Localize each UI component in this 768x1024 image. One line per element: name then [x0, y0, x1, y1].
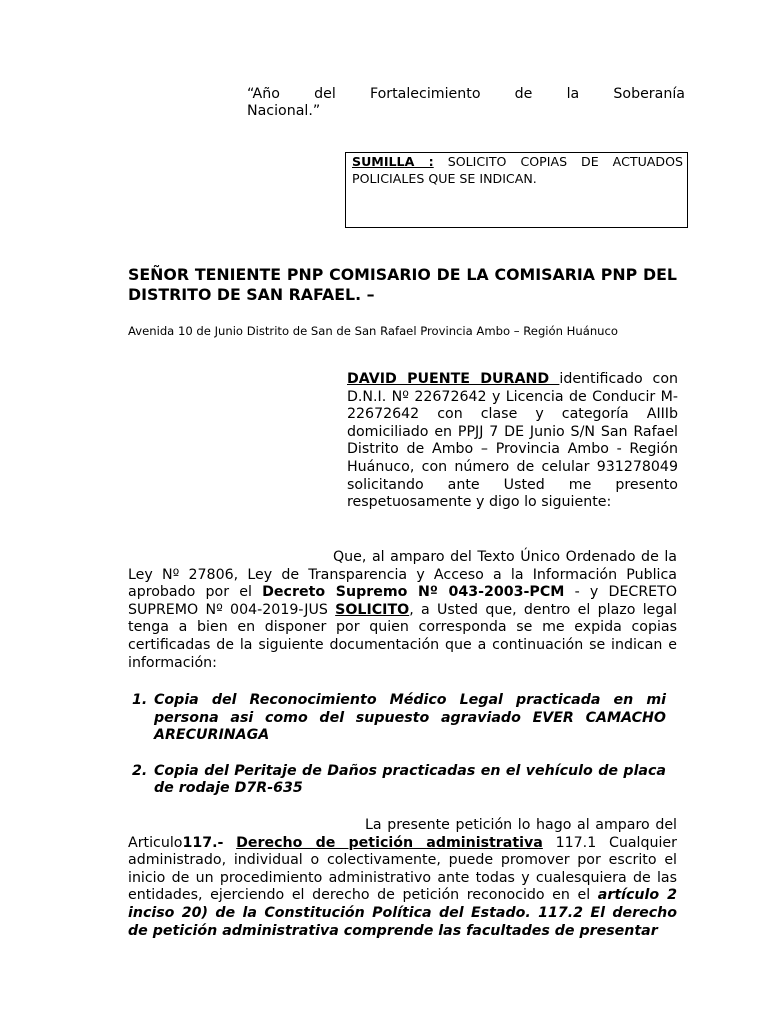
solicito-keyword: SOLICITO	[335, 601, 410, 618]
sumilla-text: SOLICITO COPIAS DE ACTUADOS POLICIALES QUE SE INDICAN.	[352, 154, 684, 186]
applicant-name: DAVID PUENTE DURAND	[347, 371, 560, 387]
request-text-1: Que, al amparo del Texto Único Ordenado de la Ley Nº 27806, Ley de Transparencia y Acceso a la Información Publica aprobado por el	[128, 549, 677, 601]
year-motto-word: “Año	[247, 86, 280, 102]
request-text-2: - y DECRETO SUPREMO Nº 004-2019-JUS	[128, 584, 677, 618]
intro-text: identificado con D.N.I. Nº 22672642 y Licencia de Conducir M-22672642 con clase y categoría AIIIb domiciliado en PPJJ 7 DE Junio S/N San Rafael Distrito de Ambo – Provincia Ambo - Región Huánuco, con número de celular 931278049 solicitando ante Usted me presento respetuosamente y digo lo siguiente:	[347, 371, 678, 511]
year-motto-word: Fortalecimiento	[369, 86, 481, 102]
year-motto-word: del	[314, 86, 336, 102]
list-item-number: 1.	[132, 692, 148, 708]
list-item-number: 2.	[132, 762, 148, 779]
intro-paragraph	[347, 371, 678, 512]
year-motto-word: de	[514, 86, 533, 102]
legal-text-1: La presente petición lo hago al amparo del Articulo	[128, 817, 677, 851]
list-item-text: Copia del Reconocimiento Médico Legal practicada en mi persona asi como del supuesto agraviado EVER CAMACHO ARECURINAGA	[154, 692, 666, 744]
address-line: Avenida 10 de Junio Distrito de San de San Rafael Provincia Ambo – Región Huánuco	[128, 324, 618, 338]
year-motto-word: Soberanía	[613, 86, 685, 102]
article-number: 117.-	[182, 834, 224, 851]
list-item	[128, 763, 666, 798]
list-item-text: Copia del Peritaje de Daños practicadas en el vehículo de placa de rodaje D7R-635	[154, 762, 666, 797]
sumilla-box	[345, 152, 688, 228]
sumilla-label: SUMILLA :	[352, 154, 434, 169]
legal-basis-paragraph	[128, 817, 677, 940]
request-text-3: , a Usted que, dentro el plazo legal tenga a bien en disponer por quien corresponda se me expida copias certificadas de la siguiente documentación que a continuación se indican e información:	[128, 601, 678, 671]
legal-text-2: 117.1 Cualquier administrado, individual o colectivamente, puede promover por escrito el inicio de un procedimiento administrativo ante todas y cualesquiera de las entidades, ejerciendo el derecho de petición reconocido en el	[128, 834, 677, 904]
documents-list	[128, 692, 666, 798]
year-motto-word: la	[566, 86, 580, 102]
constitution-reference: artículo 2 inciso 20) de la Constitución Política del Estado. 117.2 El derecho de petición administrativa comprende las facultades de presentar	[128, 887, 678, 939]
decree-reference: Decreto Supremo Nº 043-2003-PCM	[262, 584, 565, 601]
year-motto-line2: Nacional.”	[247, 103, 321, 119]
spacer-text	[223, 835, 236, 851]
year-motto-line1	[247, 86, 685, 104]
article-title: Derecho de petición administrativa	[236, 834, 543, 851]
request-paragraph	[128, 549, 677, 672]
addressee-heading: SEÑOR TENIENTE PNP COMISARIO DE LA COMISARIA PNP DEL DISTRITO DE SAN RAFAEL. –	[128, 265, 677, 304]
list-item	[128, 692, 666, 745]
